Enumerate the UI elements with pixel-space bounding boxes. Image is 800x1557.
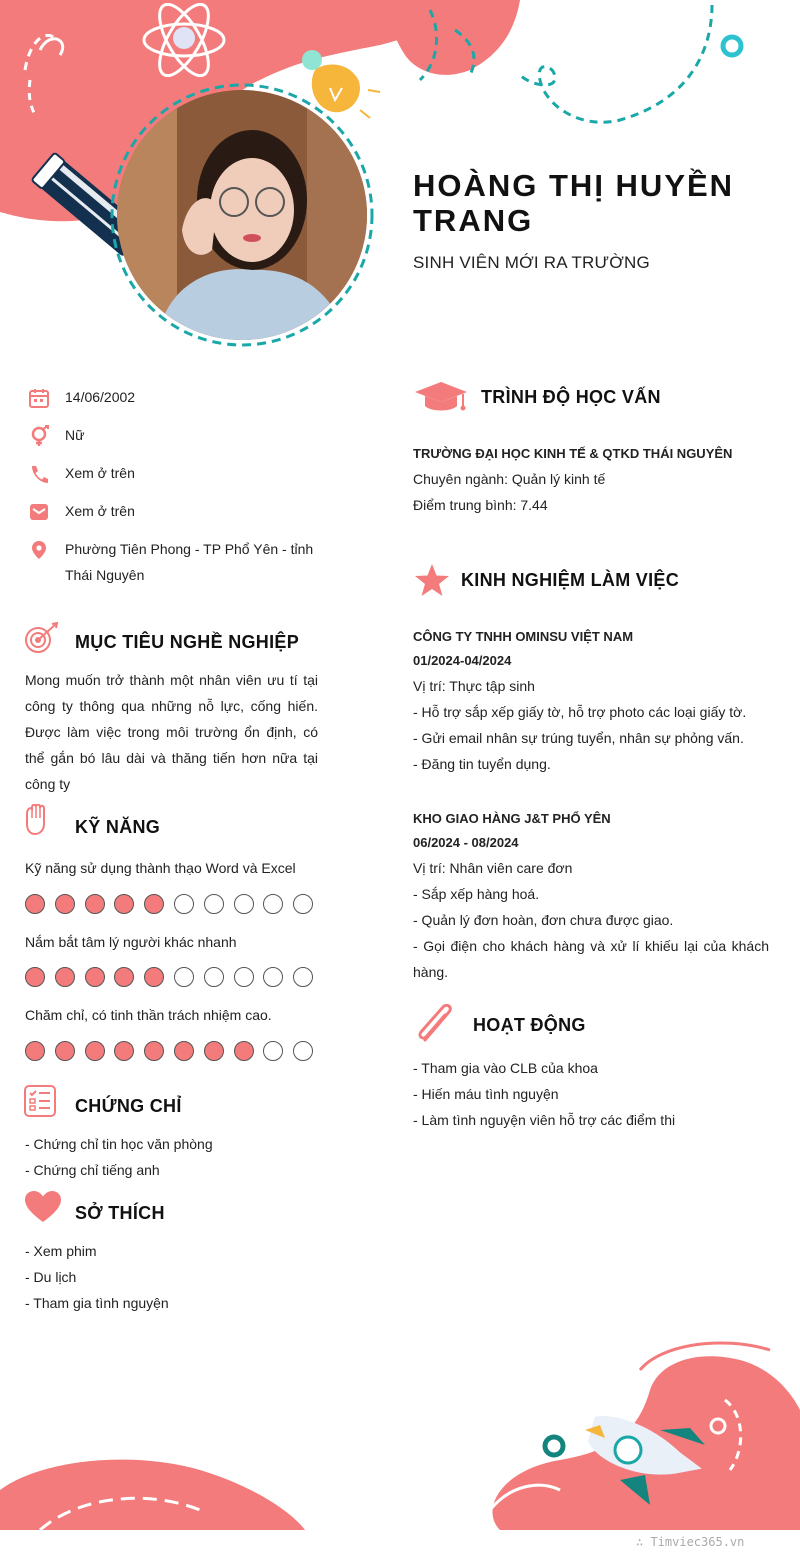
skill-dot-filled (85, 894, 105, 914)
skill-dot-filled (114, 894, 134, 914)
job-details (413, 855, 769, 985)
lightbulb-icon (302, 50, 380, 118)
skill-dot-filled (174, 1041, 194, 1061)
skill-dot-filled (25, 967, 45, 987)
job-line: - Gọi điện cho khách hàng và xử lí khiếu lại của khách hàng. (413, 938, 769, 980)
job-line: - Hỗ trợ sắp xếp giấy tờ, hỗ trợ photo các loại giấy tờ. (413, 704, 747, 720)
skill-dot-filled (85, 967, 105, 987)
job-line: - Gửi email nhân sự trúng tuyển, nhân sự phỏng vấn. (413, 730, 744, 746)
experience-title: KINH NGHIỆM LÀM VIỆC (461, 570, 680, 590)
skill-dot-filled (234, 1041, 254, 1061)
objective-title: MỤC TIÊU NGHỀ NGHIỆP (75, 632, 300, 652)
skill-dot-filled (85, 1041, 105, 1061)
candidate-title: SINH VIÊN MỚI RA TRƯỜNG (413, 253, 650, 272)
education-school: TRƯỜNG ĐẠI HỌC KINH TẾ & QTKD THÁI NGUYÊN (413, 446, 733, 461)
objective-text: Mong muốn trở thành một nhân viên ưu tí tại công ty thông qua những nỗ lực, cống hiến. Được làm việc trong môi trường ổn định, có thể gắn bó lâu dài và thăng tiến hơn nữa tại công ty (25, 672, 318, 792)
skill-dot-empty (234, 967, 254, 987)
candidate-name: HOÀNG THỊ HUYỀN TRANG (413, 168, 735, 238)
education-major: Chuyên ngành: Quản lý kinh tế (413, 471, 606, 487)
star-icon (414, 563, 450, 597)
skill-dot-empty (204, 967, 224, 987)
skill-dot-empty (204, 894, 224, 914)
hobby-item: - Du lịch (25, 1269, 77, 1285)
skill-dot-filled (114, 1041, 134, 1061)
calendar-icon (28, 387, 50, 409)
skill-dot-filled (144, 1041, 164, 1061)
skill-dot-empty (234, 894, 254, 914)
skill-name: Kỹ năng sử dụng thành thạo Word và Excel (25, 860, 296, 876)
skill-name: Nắm bắt tâm lý người khác nhanh (25, 934, 237, 950)
location-icon (28, 539, 50, 561)
gender-icon (28, 425, 50, 447)
skill-dot-filled (144, 894, 164, 914)
activities-list (413, 1055, 773, 1133)
skill-dot-filled (25, 894, 45, 914)
certificate-item: - Chứng chỉ tiếng anh (25, 1162, 160, 1178)
job-company: KHO GIAO HÀNG J&T PHỔ YÊN (413, 811, 611, 826)
heart-icon (24, 1190, 62, 1224)
education-title: TRÌNH ĐỘ HỌC VẤN (481, 387, 661, 407)
hobbies-list (25, 1238, 325, 1316)
skill-dot-filled (55, 894, 75, 914)
job-details (413, 673, 773, 777)
skill-dot-filled (114, 967, 134, 987)
activity-item: - Tham gia vào CLB của khoa (413, 1060, 598, 1076)
skill-dot-filled (144, 967, 164, 987)
skill-dot-empty (263, 894, 283, 914)
job-line: Vị trí: Thực tập sinh (413, 678, 535, 694)
job-period: 01/2024-04/2024 (413, 653, 512, 668)
skill-dot-filled (204, 1041, 224, 1061)
skill-dot-empty (263, 967, 283, 987)
certificates-list (25, 1131, 325, 1183)
skill-name: Chăm chỉ, có tinh thần trách nhiệm cao. (25, 1007, 272, 1023)
job-line: Vị trí: Nhân viên care đơn (413, 860, 573, 876)
checklist-icon (24, 1085, 56, 1117)
target-icon (24, 622, 60, 654)
fist-icon (24, 804, 48, 838)
skills-title: KỸ NĂNG (75, 817, 161, 837)
email-icon (28, 501, 50, 523)
activity-item: - Làm tình nguyện viên hỗ trợ các điểm thi (413, 1112, 676, 1128)
skill-dot-filled (55, 967, 75, 987)
job-company: CÔNG TY TNHH OMINSU VIỆT NAM (413, 629, 634, 644)
skill-dot-empty (174, 967, 194, 987)
footer-decoration (0, 1330, 800, 1540)
hobby-item: - Tham gia tình nguyện (25, 1295, 169, 1311)
job-line: - Đăng tin tuyển dụng. (413, 756, 551, 772)
graduation-cap-icon (413, 380, 469, 414)
skill-dot-empty (174, 894, 194, 914)
skill-dot-empty (293, 894, 313, 914)
job-period: 06/2024 - 08/2024 (413, 835, 519, 850)
job-line: - Quản lý đơn hoàn, đơn chưa được giao. (413, 912, 674, 928)
paperclip-icon (415, 1004, 459, 1044)
skill-dot-empty (293, 967, 313, 987)
education-gpa: Điểm trung bình: 7.44 (413, 497, 548, 513)
activities-title: HOẠT ĐỘNG (473, 1015, 586, 1035)
profile-photo (117, 90, 367, 340)
hobbies-title: SỞ THÍCH (75, 1203, 165, 1223)
watermark: ∴ Timviec365.vn (636, 1535, 745, 1549)
activity-item: - Hiến máu tình nguyện (413, 1086, 559, 1102)
skill-dot-filled (55, 1041, 75, 1061)
hobby-item: - Xem phim (25, 1243, 97, 1259)
skill-dot-empty (263, 1041, 283, 1061)
certificates-title: CHỨNG CHỈ (75, 1096, 182, 1116)
job-line: - Sắp xếp hàng hoá. (413, 886, 540, 902)
skill-dot-filled (25, 1041, 45, 1061)
skill-dot-empty (293, 1041, 313, 1061)
certificate-item: - Chứng chỉ tin học văn phòng (25, 1136, 213, 1152)
phone-icon (28, 463, 50, 485)
